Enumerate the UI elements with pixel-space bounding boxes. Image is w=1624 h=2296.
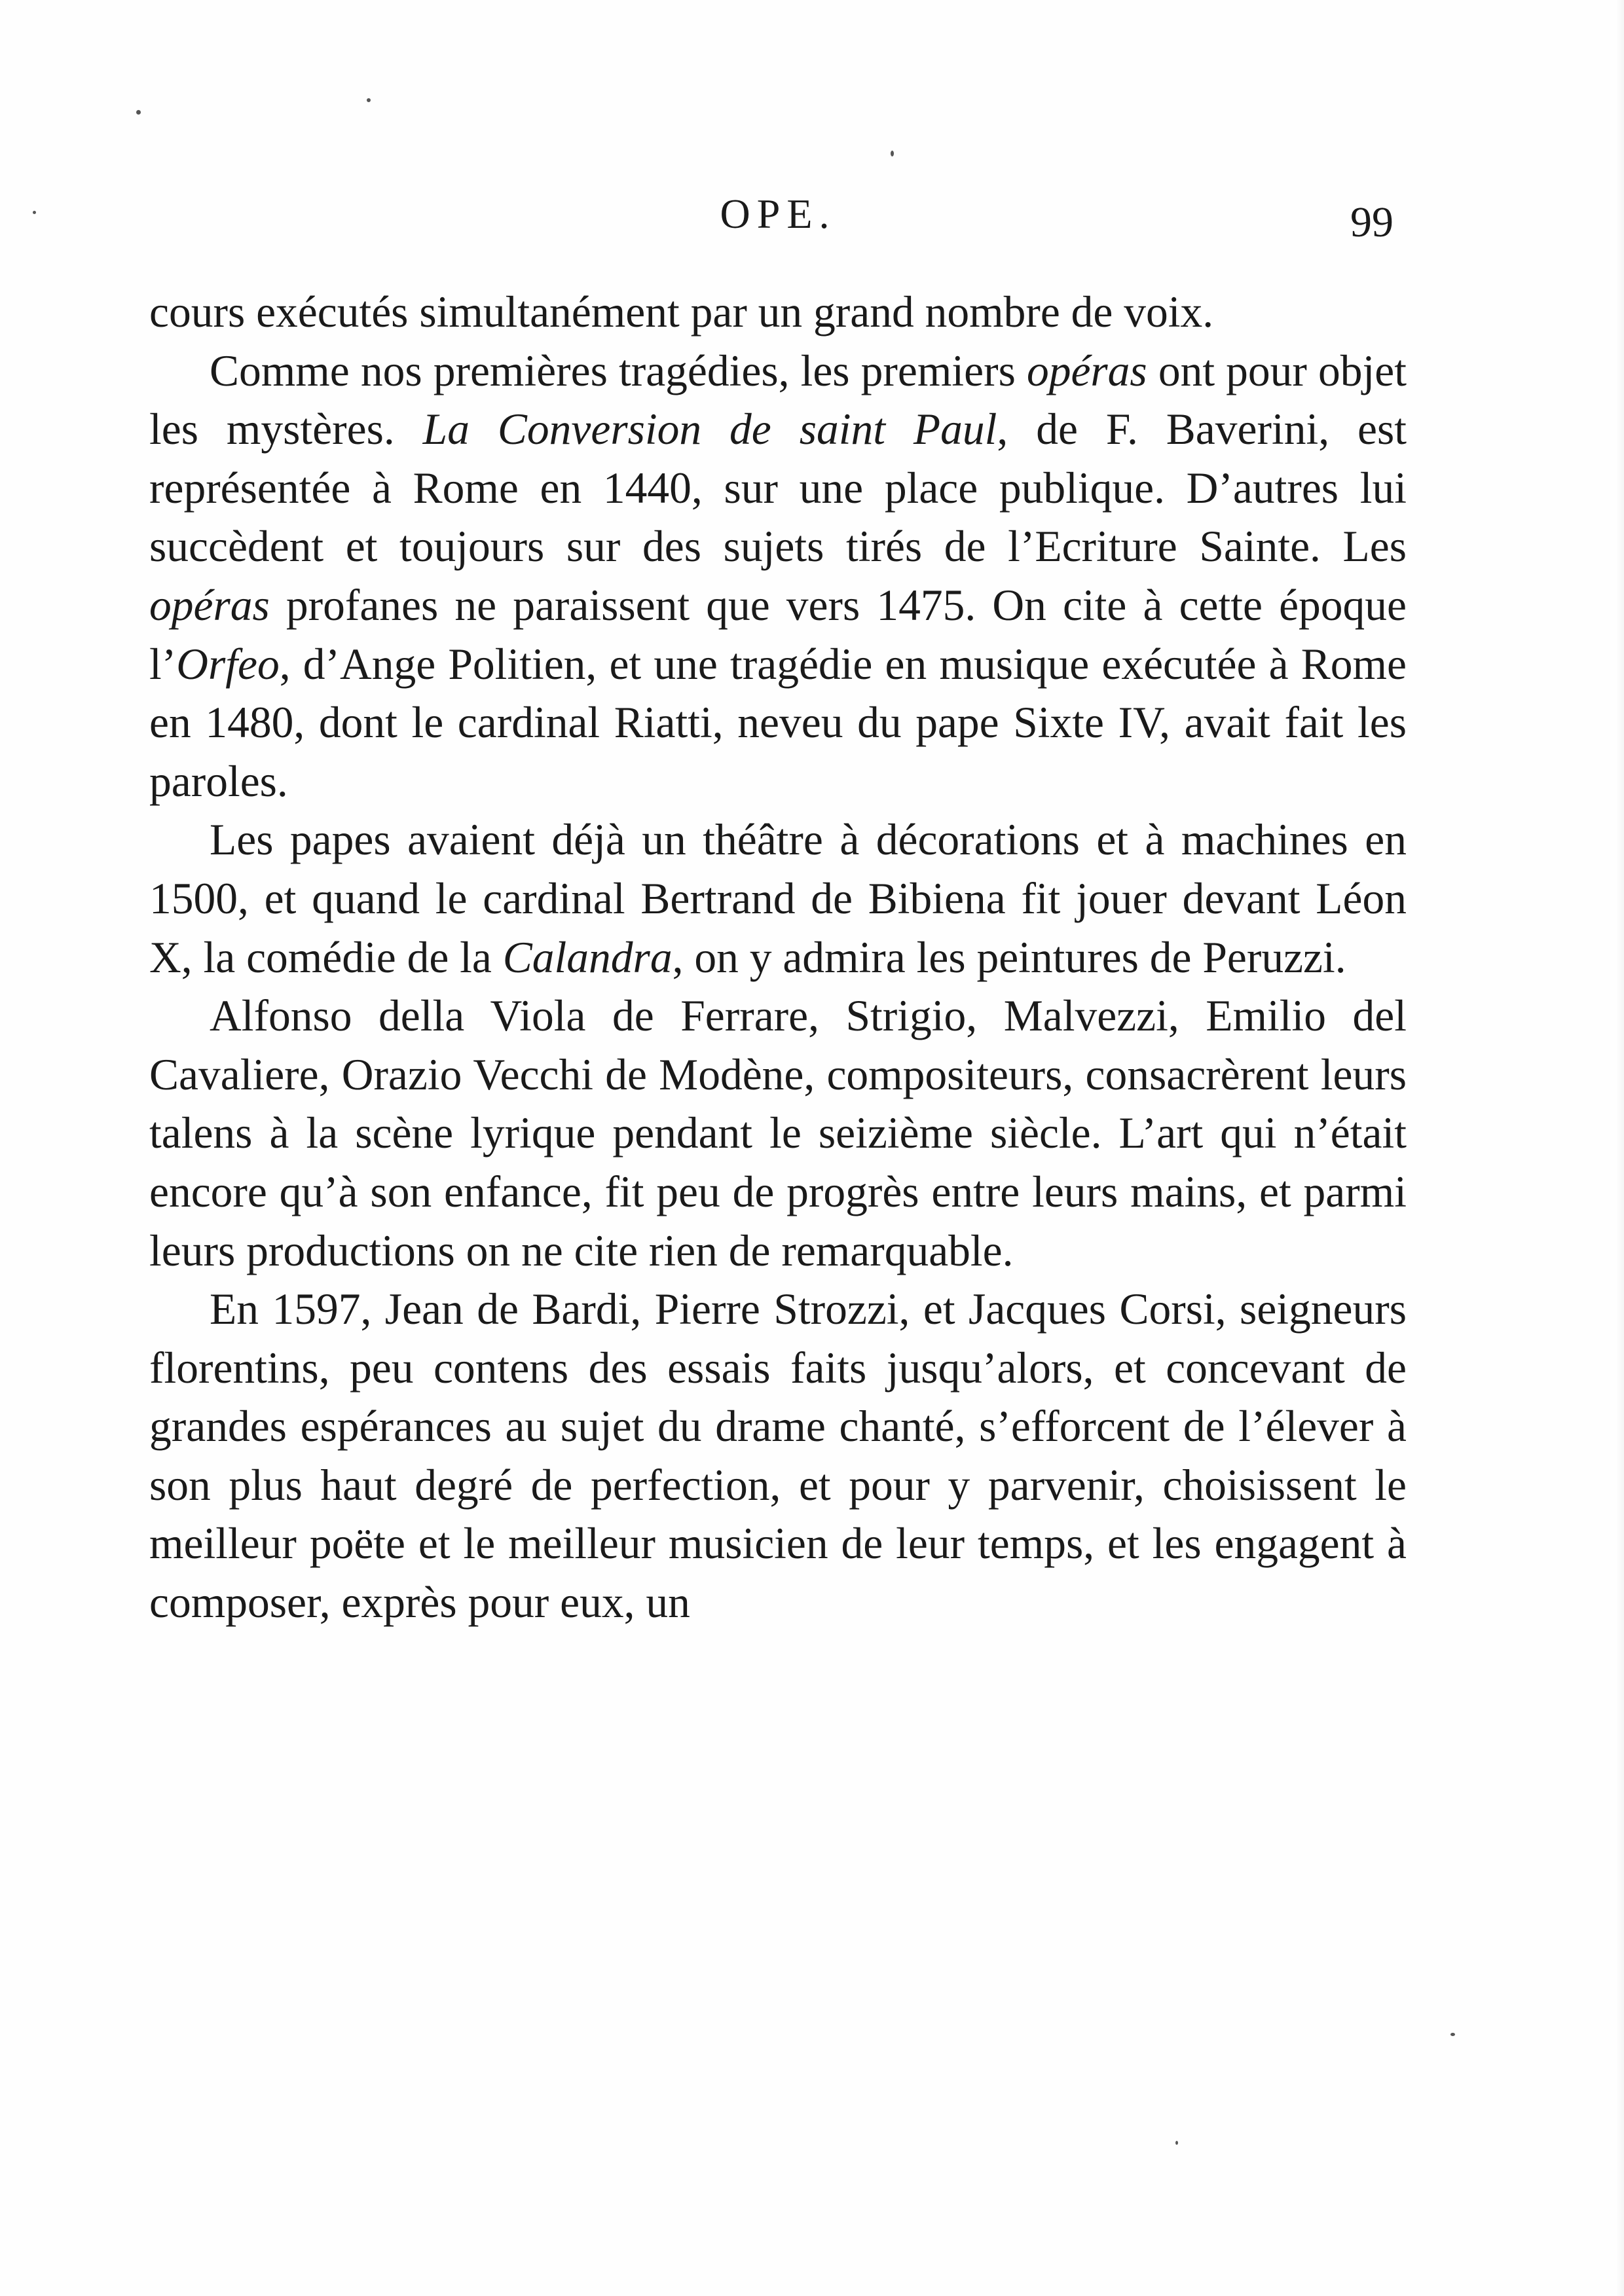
- paragraph-3: Alfonso della Viola de Ferrare, Strigio, Malvezzi, Emilio del Cavaliere, Orazio Vecchi de Modène, compositeurs, consacrèrent leurs talens à la scène lyrique pendant le seizième siècle. L’art qui n’était encore qu’à son enfance, fit peu de progrès entre leurs mains, et parmi leurs productions on ne cite rien de remarquable.: [149, 991, 1407, 1275]
- page-number: 99: [1350, 198, 1393, 246]
- p1-text-c: ont pour objet les mystères.: [149, 346, 1407, 454]
- p1-text-g: profanes ne paraissent que vers 1475. On cite à cette époque l’: [149, 580, 1407, 689]
- dust-speck: [1450, 2033, 1455, 2036]
- dust-speck: [136, 110, 141, 115]
- paragraph-continued: cours exécutés simultanément par un grand nombre de voix.: [149, 287, 1214, 337]
- running-head: [149, 190, 1407, 262]
- paragraph-2: [149, 811, 1407, 987]
- paragraph-1: [149, 342, 1407, 811]
- dust-speck: [891, 151, 894, 156]
- body-text: [149, 283, 1407, 1632]
- dust-speck: [1175, 2141, 1178, 2145]
- dust-speck: [367, 98, 371, 102]
- p1-italic-operas-2: opéras: [149, 580, 270, 630]
- paragraph-4: En 1597, Jean de Bardi, Pierre Strozzi, et Jacques Corsi, seigneurs florentins, peu contens des essais faits jusqu’alors, et concevant de grandes espérances au sujet du drame chanté, s’efforcent de l’élever à son plus haut degré de perfection, et pour y parvenir, choisissent le meilleur poëte et le meilleur musicien de leur temps, et les engagent à composer, exprès pour eux, un: [149, 1285, 1407, 1628]
- p1-italic-title-conversion: La Conversion de saint Paul: [422, 405, 997, 454]
- p1-italic-operas: opéras: [1026, 346, 1147, 395]
- p1-italic-orfeo: Orfeo: [176, 639, 280, 689]
- p1-text-e: , de F. Baverini, est représentée à Rome en 1440, sur une place publique. D’autres lui succèdent et toujours sur des sujets tirés de l’Ecriture Sainte. Les: [149, 405, 1407, 572]
- running-head-title: OPE.: [720, 191, 836, 237]
- p1-text-i: , d’Ange Politien, et une tragédie en musique exécutée à Rome en 1480, dont le cardinal Riatti, neveu du pape Sixte IV, avait fait les paroles.: [149, 639, 1407, 806]
- page-edge-shade: [1616, 0, 1624, 2296]
- p2-italic-calandra: Calandra: [502, 932, 673, 982]
- p2-text-a: Les papes avaient déjà un théâtre à décorations et à machines en 1500, et quand le cardinal Bertrand de Bibiena fit jouer devant Léon X, la comédie de la: [149, 815, 1407, 982]
- p1-text-a: Comme nos premières tragédies, les premiers: [210, 346, 1027, 395]
- dust-speck: [33, 211, 36, 214]
- p2-text-c: , on y admira les peintures de Peruzzi.: [672, 932, 1346, 982]
